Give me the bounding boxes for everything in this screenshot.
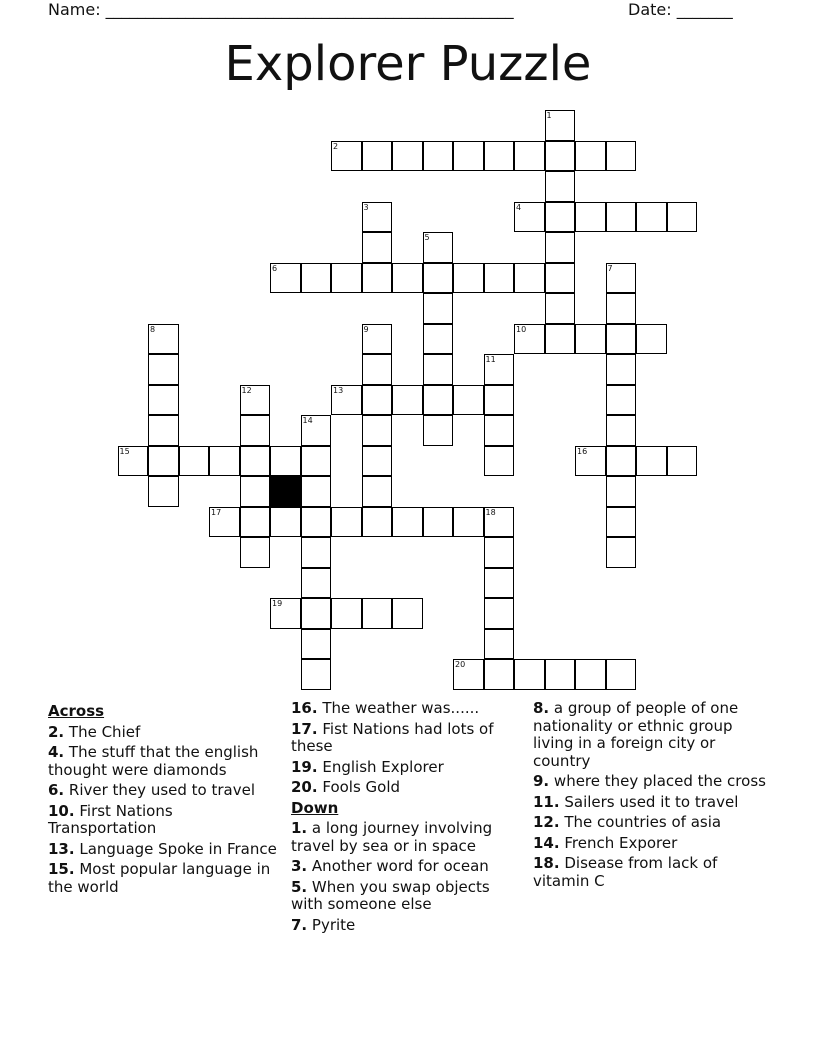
grid-cell[interactable] xyxy=(545,263,576,294)
grid-cell[interactable] xyxy=(362,476,393,507)
grid-cell[interactable] xyxy=(362,141,393,172)
grid-cell[interactable] xyxy=(575,202,606,233)
grid-cell[interactable] xyxy=(301,568,332,599)
clue-item: 19. English Explorer xyxy=(291,757,444,776)
grid-cell[interactable] xyxy=(606,263,637,294)
grid-cell[interactable] xyxy=(331,598,362,629)
grid-cell[interactable] xyxy=(362,385,393,416)
grid-cell[interactable] xyxy=(270,507,301,538)
grid-cell[interactable] xyxy=(148,324,179,355)
clue-number: 19 xyxy=(272,599,283,608)
grid-cell[interactable] xyxy=(453,263,484,294)
clue-item: 2. The Chief xyxy=(48,722,141,741)
clue-number: 10 xyxy=(516,324,527,334)
grid-cell[interactable] xyxy=(362,446,393,477)
grid-cell[interactable] xyxy=(484,629,515,660)
grid-cell[interactable] xyxy=(301,415,332,446)
clue-number: 8 xyxy=(150,324,156,334)
grid-cell[interactable] xyxy=(362,324,393,355)
clue-item: 17. Fist Nations had lots of these xyxy=(291,719,494,755)
clue-item: 15. Most popular language in the world xyxy=(48,860,271,896)
black-cell xyxy=(270,476,301,507)
grid-cell[interactable] xyxy=(240,385,271,416)
grid-cell[interactable] xyxy=(362,598,393,629)
clue-item: 7. Pyrite xyxy=(291,915,356,934)
grid-cell[interactable] xyxy=(545,324,576,355)
grid-cell[interactable] xyxy=(453,141,484,172)
grid-cell[interactable] xyxy=(575,141,606,172)
clue-number: 5 xyxy=(424,233,430,242)
grid-cell[interactable] xyxy=(514,324,545,355)
clue-item: 13. Language Spoke in France xyxy=(48,839,277,858)
grid-cell[interactable] xyxy=(362,263,393,294)
grid-cell[interactable] xyxy=(453,659,484,690)
grid-cell[interactable] xyxy=(606,354,637,385)
clue-item: 1. a long journey involving travel by sea or in space xyxy=(291,819,493,855)
clue-item: 4. The stuff that the english thought were diamonds xyxy=(48,743,259,779)
grid-cell[interactable] xyxy=(331,263,362,294)
grid-cell[interactable] xyxy=(270,446,301,477)
grid-cell[interactable] xyxy=(240,415,271,446)
page-title: Explorer Puzzle xyxy=(224,36,592,92)
clue-number: 14 xyxy=(302,416,313,425)
clue-number: 13 xyxy=(333,385,344,395)
grid-cell[interactable] xyxy=(484,598,515,629)
grid-cell[interactable] xyxy=(575,446,606,477)
grid-cell[interactable] xyxy=(545,293,576,324)
clue-item: 16. The weather was...... xyxy=(291,699,480,717)
clue-column-2 xyxy=(291,700,523,937)
grid-cell[interactable] xyxy=(667,202,698,233)
clue-item: 8. a group of people of one nationality or ethnic group living in a foreign city or country xyxy=(533,699,739,770)
grid-cell[interactable] xyxy=(606,415,637,446)
clue-item: 12. The countries of asia xyxy=(533,813,722,831)
clue-item: 6. River they used to travel xyxy=(48,781,255,799)
grid-cell[interactable] xyxy=(148,354,179,385)
grid-cell[interactable] xyxy=(514,659,545,690)
grid-cell[interactable] xyxy=(301,263,332,294)
grid-cell[interactable] xyxy=(148,415,179,446)
grid-cell[interactable] xyxy=(545,171,576,202)
across-heading: Across xyxy=(48,702,105,720)
grid-cell[interactable] xyxy=(148,446,179,477)
grid-cell[interactable] xyxy=(606,385,637,416)
grid-cell[interactable] xyxy=(514,263,545,294)
clue-item: 5. When you swap objects with someone else xyxy=(291,877,490,913)
grid-cell[interactable] xyxy=(423,141,454,172)
clue-item: 9. where they placed the cross xyxy=(533,772,766,790)
grid-cell[interactable] xyxy=(423,385,454,416)
grid-cell[interactable] xyxy=(484,263,515,294)
grid-cell[interactable] xyxy=(575,324,606,355)
grid-cell[interactable] xyxy=(545,659,576,690)
grid-cell[interactable] xyxy=(636,202,667,233)
grid-cell[interactable] xyxy=(270,598,301,629)
down-heading: Down xyxy=(291,798,339,817)
date-field[interactable]: Date: _______ xyxy=(628,0,733,19)
grid-cell[interactable] xyxy=(545,110,576,141)
grid-cell[interactable] xyxy=(301,507,332,538)
grid-cell[interactable] xyxy=(301,537,332,568)
clue-number: 12 xyxy=(241,385,252,395)
grid-cell[interactable] xyxy=(301,446,332,477)
clue-number: 11 xyxy=(485,355,496,364)
grid-cell[interactable] xyxy=(606,537,637,568)
grid-cell[interactable] xyxy=(423,507,454,538)
clue-number: 9 xyxy=(363,324,369,334)
grid-cell[interactable] xyxy=(331,385,362,416)
grid-cell[interactable] xyxy=(301,629,332,660)
grid-cell[interactable] xyxy=(545,141,576,172)
clue-number: 15 xyxy=(119,446,130,456)
grid-cell[interactable] xyxy=(606,202,637,233)
grid-cell[interactable] xyxy=(575,659,606,690)
grid-cell[interactable] xyxy=(484,141,515,172)
grid-cell[interactable] xyxy=(453,385,484,416)
grid-cell[interactable] xyxy=(392,263,423,294)
grid-cell[interactable] xyxy=(423,354,454,385)
grid-cell[interactable] xyxy=(148,476,179,507)
grid-cell[interactable] xyxy=(484,537,515,568)
grid-cell[interactable] xyxy=(392,598,423,629)
clue-item: 10. First Nations Transportation xyxy=(48,801,173,837)
clue-item: 14. French Exporer xyxy=(533,833,678,852)
clue-number: 3 xyxy=(363,202,369,212)
grid-cell[interactable] xyxy=(484,446,515,477)
grid-cell[interactable] xyxy=(240,446,271,477)
grid-cell[interactable] xyxy=(606,659,637,690)
grid-cell[interactable] xyxy=(392,141,423,172)
grid-cell[interactable] xyxy=(545,232,576,263)
grid-cell[interactable] xyxy=(484,568,515,599)
clue-column-3 xyxy=(533,700,773,893)
grid-cell[interactable] xyxy=(362,415,393,446)
clue-item: 3. Another word for ocean xyxy=(291,857,489,875)
grid-cell[interactable] xyxy=(392,385,423,416)
grid-cell[interactable] xyxy=(514,202,545,233)
grid-cell[interactable] xyxy=(118,446,149,477)
grid-cell[interactable] xyxy=(484,507,515,538)
grid-cell[interactable] xyxy=(484,385,515,416)
grid-cell[interactable] xyxy=(423,263,454,294)
grid-cell[interactable] xyxy=(392,507,423,538)
grid-cell[interactable] xyxy=(606,507,637,538)
clue-number: 7 xyxy=(607,263,613,273)
clue-number: 18 xyxy=(485,507,496,517)
clue-number: 16 xyxy=(577,446,588,456)
clue-item: 20. Fools Gold xyxy=(291,778,401,796)
grid-cell[interactable] xyxy=(484,354,515,385)
grid-cell[interactable] xyxy=(270,263,301,294)
clue-item: 11. Sailers used it to travel xyxy=(533,792,739,811)
grid-cell[interactable] xyxy=(606,293,637,324)
clue-column-1 xyxy=(48,700,278,899)
grid-cell[interactable] xyxy=(423,415,454,446)
clue-number: 4 xyxy=(516,202,522,212)
grid-cell[interactable] xyxy=(606,324,637,355)
clue-number: 17 xyxy=(211,507,222,517)
grid-cell[interactable] xyxy=(423,232,454,263)
grid-cell[interactable] xyxy=(331,141,362,172)
grid-cell[interactable] xyxy=(484,659,515,690)
grid-cell[interactable] xyxy=(209,446,240,477)
clue-number: 2 xyxy=(333,141,339,151)
grid-cell[interactable] xyxy=(545,202,576,233)
grid-cell[interactable] xyxy=(209,507,240,538)
grid-cell[interactable] xyxy=(148,385,179,416)
grid-cell[interactable] xyxy=(423,324,454,355)
grid-cell[interactable] xyxy=(484,415,515,446)
grid-cell[interactable] xyxy=(240,537,271,568)
clue-number: 6 xyxy=(272,263,278,273)
grid-cell[interactable] xyxy=(606,476,637,507)
grid-cell[interactable] xyxy=(362,232,393,263)
grid-cell[interactable] xyxy=(606,141,637,172)
grid-cell[interactable] xyxy=(423,293,454,324)
grid-cell[interactable] xyxy=(240,476,271,507)
name-field[interactable]: Name: ___________________________________________________ xyxy=(48,0,514,19)
clue-number: 20 xyxy=(455,660,466,669)
clue-item: 18. Disease from lack of vitamin C xyxy=(533,854,718,890)
grid-cell[interactable] xyxy=(240,507,271,538)
grid-cell[interactable] xyxy=(667,446,698,477)
grid-cell[interactable] xyxy=(514,141,545,172)
grid-cell[interactable] xyxy=(362,354,393,385)
grid-cell[interactable] xyxy=(301,659,332,690)
grid-cell[interactable] xyxy=(362,202,393,233)
grid-cell[interactable] xyxy=(636,324,667,355)
grid-cell[interactable] xyxy=(179,446,210,477)
grid-cell[interactable] xyxy=(636,446,667,477)
grid-cell[interactable] xyxy=(301,476,332,507)
grid-cell[interactable] xyxy=(606,446,637,477)
grid-cell[interactable] xyxy=(453,507,484,538)
grid-cell[interactable] xyxy=(362,507,393,538)
grid-cell[interactable] xyxy=(331,507,362,538)
grid-cell[interactable] xyxy=(301,598,332,629)
clue-number: 1 xyxy=(546,111,552,120)
